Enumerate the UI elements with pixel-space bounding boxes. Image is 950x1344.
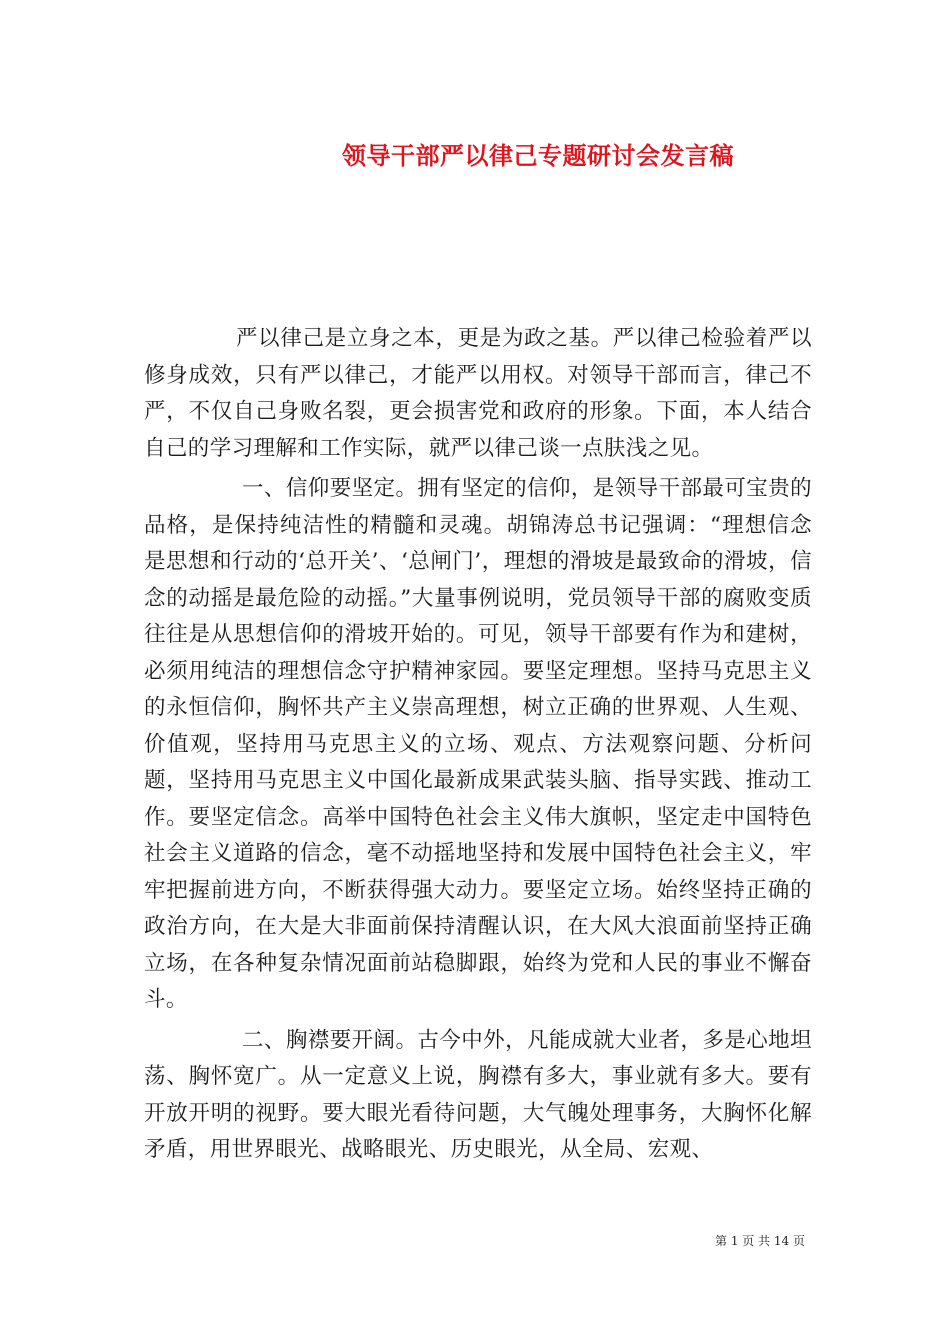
- document-title: 领导干部严以律己专题研讨会发言稿: [342, 141, 734, 170]
- paragraph-faith: 一、信仰要坚定。拥有坚定的信仰，是领导干部最可宝贵的品格，是保持纯洁性的精髓和灵魂。胡锦涛总书记强调：“理想信念是思想和行动的‘总开关’、‘总闸门’，理想的滑坡是最致命的滑坡，信念的动摇是最危险的动摇。”大量事例说明，党员领导干部的腐败变质往往是从思想信仰的滑坡开始的。可见，领导干部要有作为和建树，必须用纯洁的理想信念守护精神家园。要坚定理想。坚持马克思主义的永恒信仰，胸怀共产主义崇高理想，树立正确的世界观、人生观、价值观，坚持用马克思主义的立场、观点、方法观察问题、分析问题，坚持用马克思主义中国化最新成果武装头脑、指导实践、推动工作。要坚定信念。高举中国特色社会主义伟大旗帜，坚定走中国特色社会主义道路的信念，毫不动摇地坚持和发展中国特色社会主义，牢牢把握前进方向，不断获得强大动力。要坚定立场。始终坚持正确的政治方向，在大是大非面前保持清醒认识，在大风大浪面前坚持正确立场，在各种复杂情况面前站稳脚跟，始终为党和人民的事业不懈奋斗。: [144, 476, 812, 1012]
- paragraph-intro: 严以律己是立身之本，更是为政之基。严以律己检验着严以修身成效，只有严以律己，才能严以用权。对领导干部而言，律己不严，不仅自己身败名裂，更会损害党和政府的形象。下面，本人结合自己的学习理解和工作实际，就严以律己谈一点肤浅之见。: [144, 326, 812, 461]
- page-number-footer: 第 1 页 共 14 页: [715, 1234, 805, 1248]
- paragraph-broad-mind: 二、胸襟要开阔。古今中外，凡能成就大业者，多是心地坦荡、胸怀宽广。从一定意义上说，胸襟有多大，事业就有多大。要有开放开明的视野。要大眼光看待问题，大气魄处理事务，大胸怀化解矛盾，用世界眼光、战略眼光、历史眼光，从全局、宏观、: [144, 1027, 812, 1162]
- document-body: [144, 321, 812, 1173]
